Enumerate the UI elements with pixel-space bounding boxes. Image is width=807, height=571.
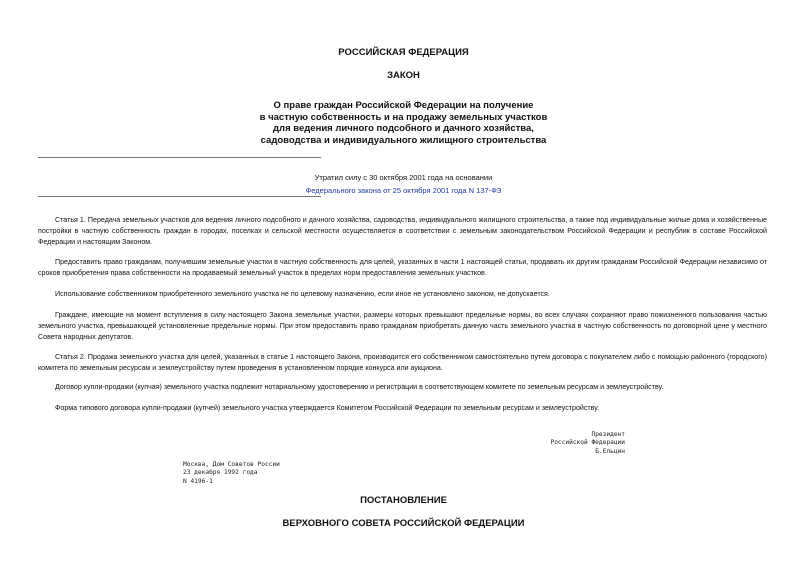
divider-bottom <box>38 196 321 197</box>
paragraph-article-2: Статья 2. Продажа земельного участка для целей, указанных в статье 1 настоящего Закона, производится его собственником самостоятельно путем договора с покупателем либо с помощью районного (городского) комитета по земельным ресурсам и землеустройству путем проведения в установленном порядке конкурса или аукциона. <box>38 353 767 372</box>
paragraph: Форма типового договора купли-продажи (купчей) земельного участка утверждается Комитетом Российской Федерации по земельным ресурсам и землеустройству. <box>55 404 600 412</box>
doc-type-heading: ЗАКОН <box>387 70 420 81</box>
law-title-line: для ведения личного подсобного и дачного хозяйства, <box>273 123 534 134</box>
paragraph: Предоставить право гражданам, получившим земельные участки в частную собственность для целей, указанных в части 1 настоящей статьи, продавать их другим гражданам Российской Федерации независимо от сроков приобретения права собственности на продаваемый земельный участок в пределах норм предоставления земельных участков. <box>38 258 767 277</box>
law-title-line: садоводства и индивидуального жилищного строительства <box>260 134 547 146</box>
country-heading: РОССИЙСКАЯ ФЕДЕРАЦИЯ <box>338 47 469 58</box>
paragraph: Использование собственником приобретенного земельного участка не по целевому назначению, если иное не установлено законом, не допускается. <box>55 290 550 298</box>
signature-name: Б.Ельцин <box>595 447 625 455</box>
law-title <box>0 100 807 146</box>
date: 23 декабря 1992 года <box>183 469 258 477</box>
resolution-heading: ПОСТАНОВЛЕНИЕ <box>360 495 447 506</box>
place-date-block <box>183 461 280 486</box>
divider-top <box>38 157 321 158</box>
signature-position: Президент <box>591 431 625 438</box>
paragraph-article-1: Статья 1. Передача земельных участков для ведения личного подсобного и дачного хозяйства, садоводства, индивидуального жилищного строительства, а также под индивидуальные жилые дома и хозяйственные постройки в частную собственность граждан в городах, поселках и сельской местности осуществляется в соответствии с земельным законодательством Российской Федерации и республик в составе Российской Федерации и настоящим Законом. <box>38 216 767 246</box>
council-heading: ВЕРХОВНОГО СОВЕТА РОССИЙСКОЙ ФЕДЕРАЦИИ <box>282 518 525 529</box>
law-title-line: в частную собственность и на продажу земельных участков <box>259 111 548 123</box>
place: Москва, Дом Советов России <box>183 461 280 468</box>
paragraph: Договор купли-продажи (купчая) земельного участка подлежит нотариальному удостоверению и регистрации в соответствующем комитете по земельным ресурсам и землеустройству. <box>55 383 664 391</box>
repeal-note: Утратил силу с 30 октября 2001 года на основании <box>314 173 493 182</box>
paragraph: Граждане, имеющие на момент вступления в силу настоящего Закона земельные участки, размеры которых превышают предельные нормы, во всех случаях сохраняют право пожизненного пользования частью земельного участка, превышающей установленные предельные нормы. При этом предоставить право гражданам приобретать данную часть земельного участка в частную собственность по договорной цене у местного Совета народных депутатов. <box>38 311 767 341</box>
signature-country: Российской Федерации <box>550 439 625 447</box>
law-title-line: О праве граждан Российской Федерации на получение <box>273 100 534 111</box>
repeal-law-link[interactable]: Федерального закона от 25 октября 2001 года N 137-ФЗ <box>305 186 502 195</box>
law-number: N 4196-1 <box>183 477 213 485</box>
signature-block <box>550 431 625 456</box>
